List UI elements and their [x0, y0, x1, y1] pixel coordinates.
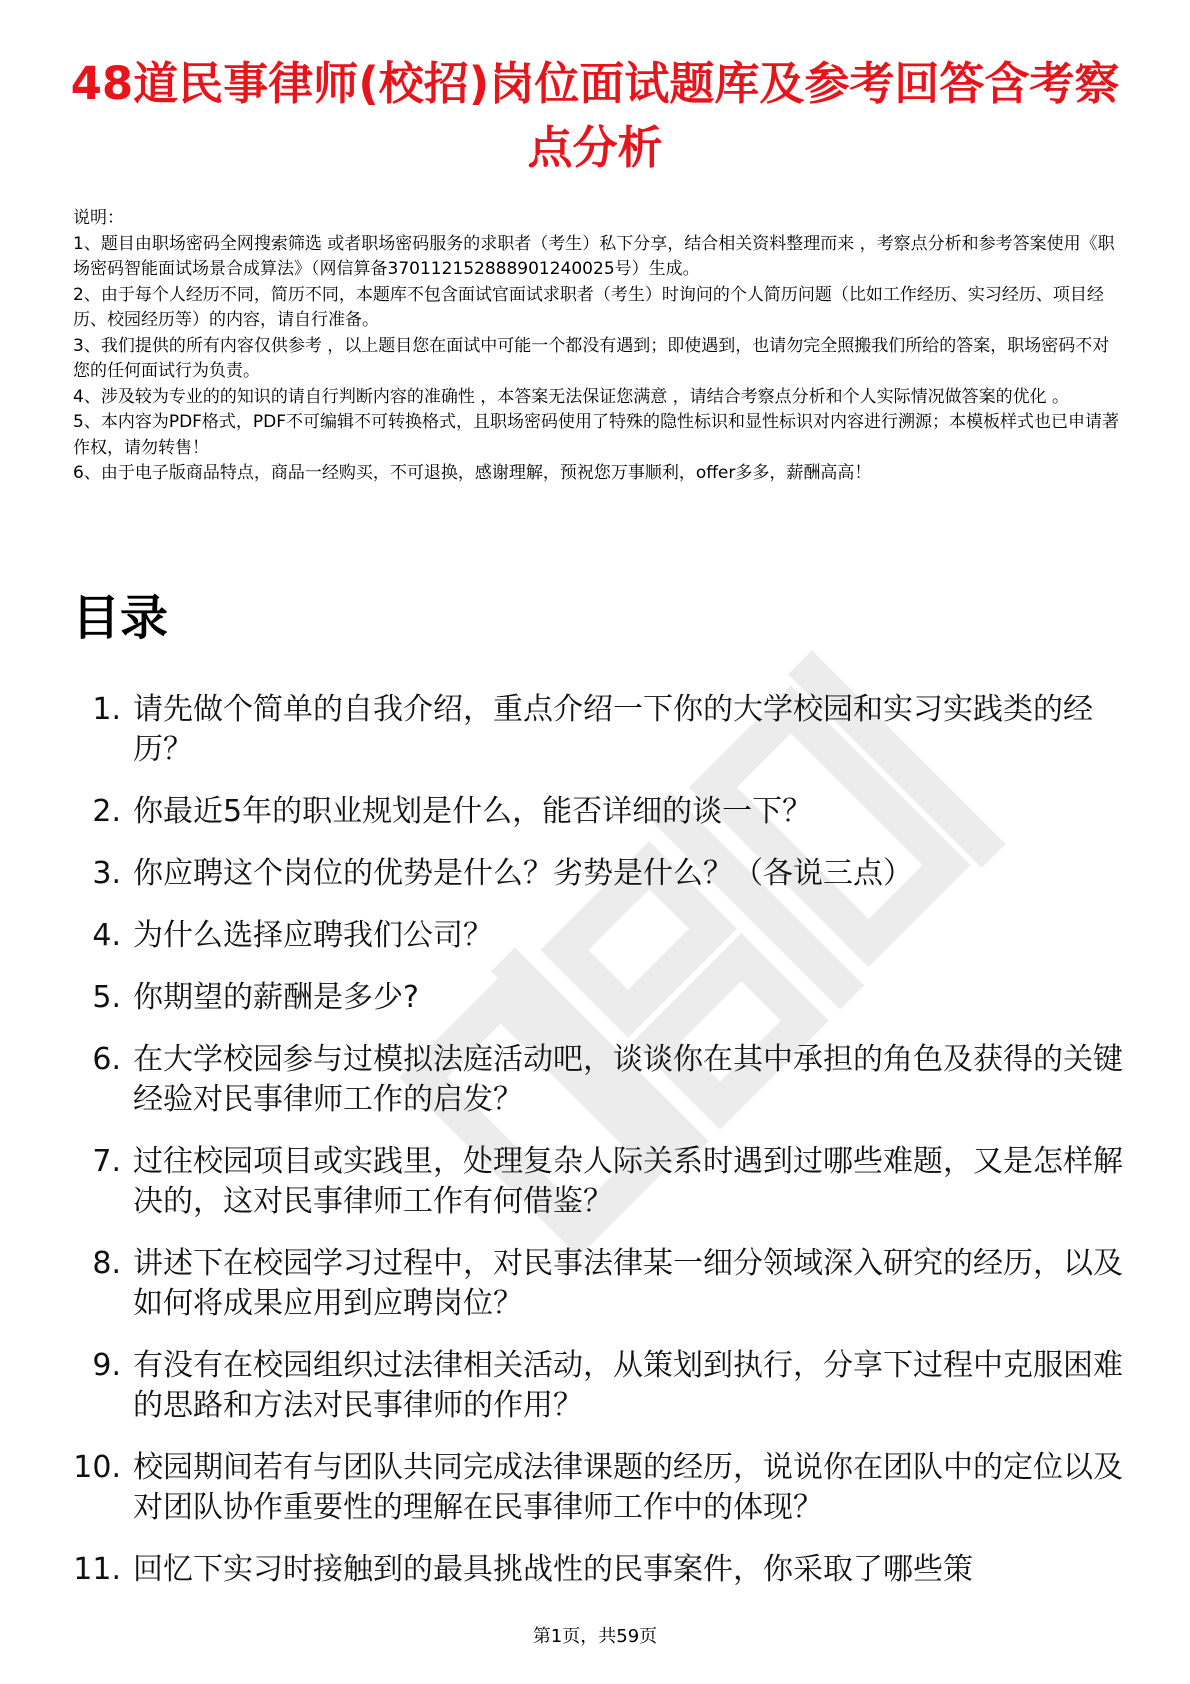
toc-item-number: 9. [92, 1348, 121, 1383]
notes-section [73, 206, 1123, 487]
toc-item-text: 回忆下实习时接触到的最具挑战性的民事案件，你采取了哪些策 [133, 1552, 973, 1587]
toc-item[interactable] [60, 1040, 1140, 1120]
note-item: 6、由于电子版商品特点，商品一经购买，不可退换，感谢理解，预祝您万事顺利，offer多多，薪酬高高！ [73, 463, 872, 483]
toc-item[interactable] [60, 1244, 1140, 1324]
toc-item[interactable] [60, 1142, 1140, 1222]
toc-item-text: 有没有在校园组织过法律相关活动，从策划到执行，分享下过程中克服困难的思路和方法对民事律师的作用？ [133, 1348, 1123, 1423]
note-item: 4、涉及较为专业的的知识的请自行判断内容的准确性 ，本答案无法保证您满意 ，请结合考察点分析和个人实际情况做答案的优化 。 [73, 386, 1070, 407]
toc-item-number: 6. [92, 1042, 121, 1077]
notes-heading: 说明： [73, 208, 124, 228]
toc-item[interactable] [60, 1448, 1140, 1528]
toc-item-text: 请先做个简单的自我介绍，重点介绍一下你的大学校园和实习实践类的经历？ [133, 692, 1093, 767]
toc-item[interactable] [60, 916, 1140, 956]
toc-item[interactable] [60, 1346, 1140, 1426]
note-item: 2、由于每个人经历不同，简历不同，本题库不包含面试官面试求职者（考生）时询问的个人简历问题（比如工作经历、实习经历、项目经历、校园经历等）的内容，请自行准备。 [73, 284, 1104, 330]
toc-item[interactable] [60, 690, 1140, 770]
toc-list [60, 690, 1140, 1612]
toc-item-number: 3. [92, 856, 121, 891]
toc-item-text: 在大学校园参与过模拟法庭活动吧，谈谈你在其中承担的角色及获得的关键经验对民事律师工作的启发？ [133, 1042, 1123, 1117]
toc-item[interactable] [60, 854, 1140, 894]
toc-item-text: 你应聘这个岗位的优势是什么？劣势是什么？（各说三点） [133, 856, 913, 891]
document-title: 48道民事律师(校招)岗位面试题库及参考回答含考察点分析 [70, 57, 1120, 174]
toc-item-text: 为什么选择应聘我们公司？ [133, 918, 493, 953]
toc-item-text: 过往校园项目或实践里，处理复杂人际关系时遇到过哪些难题，又是怎样解决的，这对民事律师工作有何借鉴？ [133, 1144, 1123, 1219]
toc-item-number: 11. [73, 1552, 121, 1587]
toc-item-number: 4. [92, 918, 121, 953]
toc-heading: 目录 [72, 590, 169, 646]
toc-item[interactable] [60, 1550, 1140, 1590]
note-item: 1、题目由职场密码全网搜索筛选 或者职场密码服务的求职者（考生）私下分享，结合相关资料整理而来 ，考察点分析和参考答案使用《职场密码智能面试场景合成算法》（网信算备370112152888901240025号）生成。 [73, 233, 1115, 279]
toc-item-number: 1. [92, 692, 121, 727]
toc-item-text: 讲述下在校园学习过程中，对民事法律某一细分领域深入研究的经历，以及如何将成果应用到应聘岗位？ [133, 1246, 1123, 1321]
toc-item-text: 你最近5年的职业规划是什么，能否详细的谈一下？ [133, 794, 813, 829]
toc-item-text: 校园期间若有与团队共同完成法律课题的经历，说说你在团队中的定位以及对团队协作重要性的理解在民事律师工作中的体现？ [133, 1450, 1123, 1525]
toc-item[interactable] [60, 792, 1140, 832]
note-item: 5、本内容为PDF格式，PDF不可编辑不可转换格式，且职场密码使用了特殊的隐性标识和显性标识对内容进行溯源；本模板样式也已申请著作权，请勿转售！ [73, 412, 1120, 458]
toc-item-number: 10. [73, 1450, 121, 1485]
toc-item[interactable] [60, 978, 1140, 1018]
toc-item-number: 7. [92, 1144, 121, 1179]
note-item: 3、我们提供的所有内容仅供参考 ，以上题目您在面试中可能一个都没有遇到；即使遇到，也请勿完全照搬我们所给的答案，职场密码不对您的任何面试行为负责。 [73, 335, 1110, 381]
toc-item-number: 2. [92, 794, 121, 829]
toc-item-text: 你期望的薪酬是多少? [133, 980, 419, 1015]
page-footer: 第1页，共59页 [532, 1626, 658, 1647]
toc-item-number: 8. [92, 1246, 121, 1281]
toc-item-number: 5. [92, 980, 121, 1015]
